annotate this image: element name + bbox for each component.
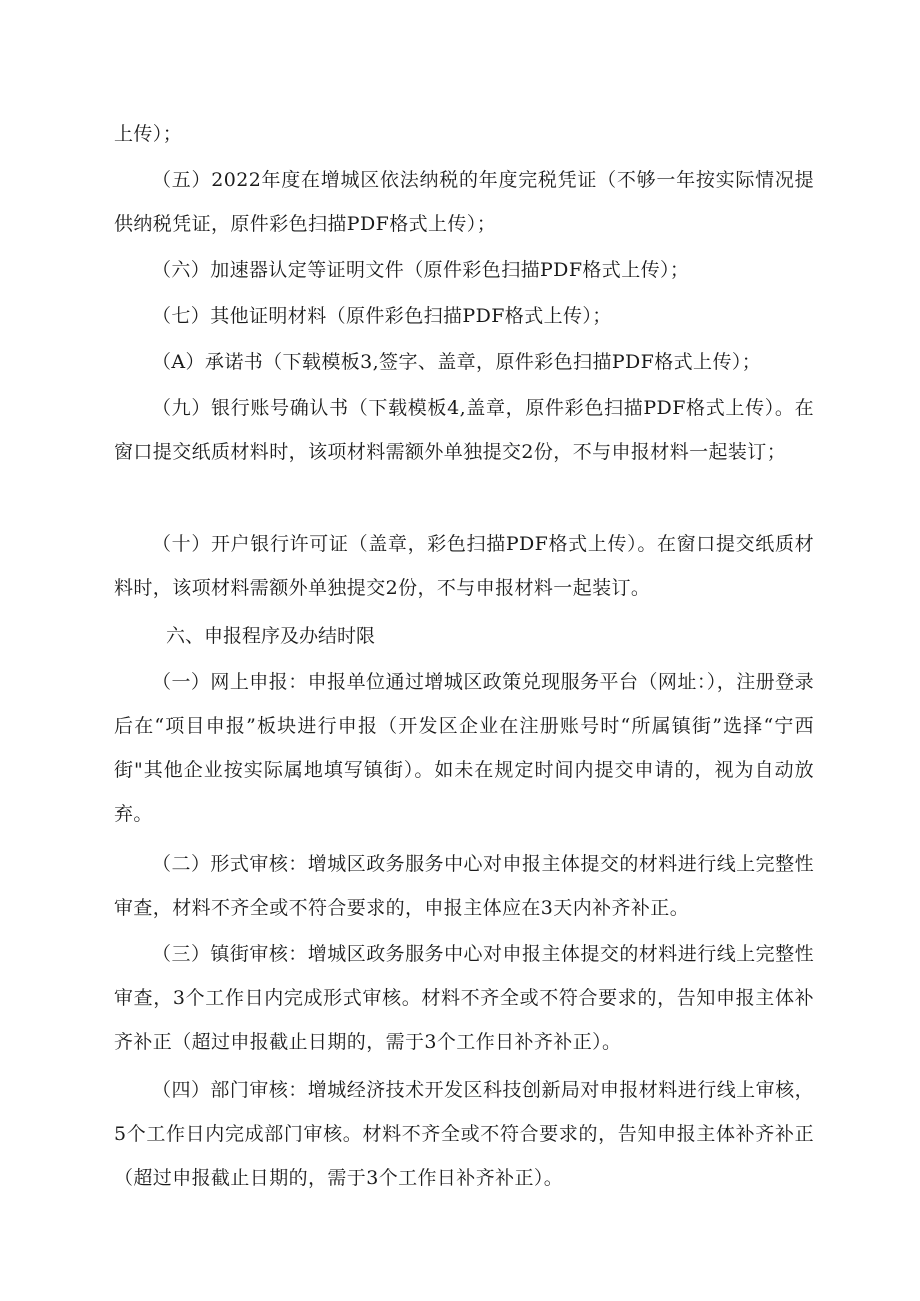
paragraph-item-8: （A）承诺书（下载模板3,签字、盖章，原件彩色扫描PDF格式上传）； [152, 351, 762, 373]
paragraph-online-application: （一）网上申报：申报单位通过增城区政策兑现服务平台（网址：），注册登录后在“项目申报”板块进行申报（开发区企业在注册账号时“所属镇街”选择“宁西街"其他企业按实际属地填写镇街）。如未在规定时间内提交申请的，视为自动放弃。 [114, 671, 814, 825]
paragraph-item-7: （七）其他证明材料（原件彩色扫描PDF格式上传）； [152, 305, 612, 327]
paragraph-item-10: （十）开户银行许可证（盖章，彩色扫描PDF格式上传）。在窗口提交纸质材料时，该项材料需额外单独提交2份，不与申报材料一起装订。 [114, 533, 814, 599]
section-heading: 六、申报程序及办结时限 [166, 625, 376, 647]
paragraph-form-review: （二）形式审核：增城区政务服务中心对申报主体提交的材料进行线上完整性审查，材料不齐全或不符合要求的，申报主体应在3天内补齐补正。 [114, 853, 814, 919]
paragraph-item-6: （六）加速器认定等证明文件（原件彩色扫描PDF格式上传）； [152, 259, 690, 281]
paragraph-continuation: 上传）； [114, 123, 183, 145]
paragraph-item-9: （九）银行账号确认书（下载模板4,盖章，原件彩色扫描PDF格式上传）。在窗口提交纸质材料时，该项材料需额外单独提交2份，不与申报材料一起装订； [114, 397, 814, 463]
paragraph-item-5: （五）2022年度在增城区依法纳税的年度完税凭证（不够一年按实际情况提供纳税凭证，原件彩色扫描PDF格式上传）； [114, 169, 814, 235]
paragraph-department-review: （四）部门审核：增城经济技术开发区科技创新局对申报材料进行线上审核，5个工作日内完成部门审核。材料不齐全或不符合要求的，告知申报主体补齐补正（超过申报截止日期的，需于3个工作日补齐补正）。 [114, 1079, 814, 1189]
paragraph-street-review: （三）镇街审核：增城区政务服务中心对申报主体提交的材料进行线上完整性审查，3个工作日内完成形式审核。材料不齐全或不符合要求的，告知申报主体补齐补正（超过申报截止日期的，需于3个工作日补齐补正）。 [114, 943, 814, 1053]
